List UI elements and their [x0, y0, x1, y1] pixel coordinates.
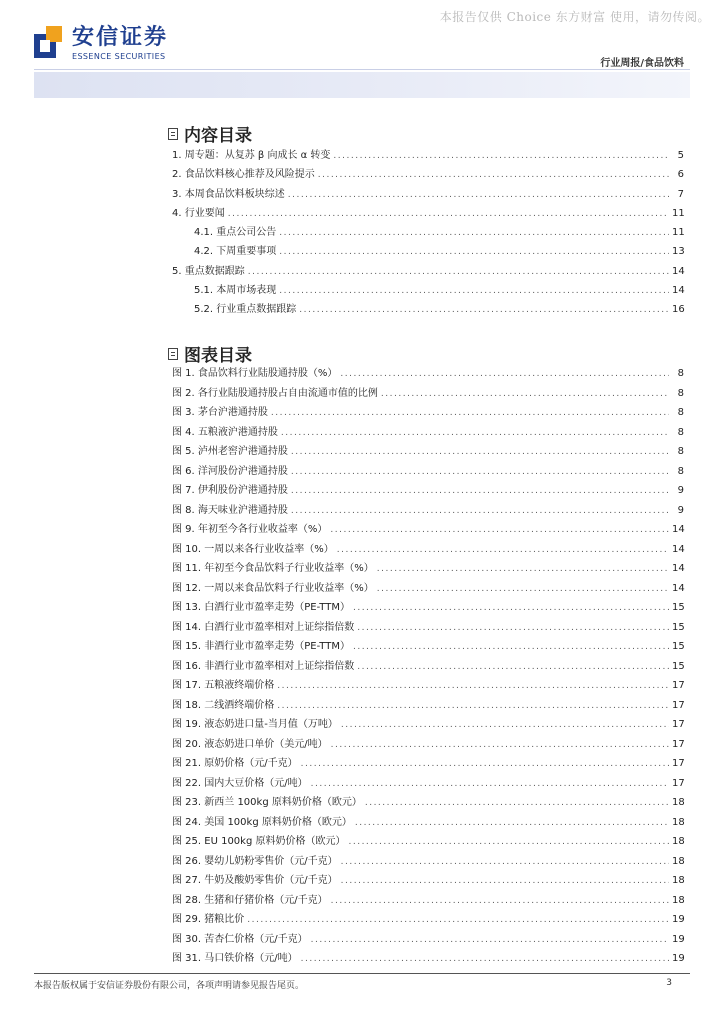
dot-leader — [301, 759, 669, 769]
contents-item-label: 2. 食品饮料核心推荐及风险提示 — [172, 169, 315, 181]
footer-divider — [34, 973, 690, 974]
figure-item-label: 图 2. 各行业陆股通持股占自由流通市值的比例 — [172, 387, 378, 399]
figure-item-page: 14 — [672, 563, 685, 574]
contents-item[interactable] — [172, 223, 684, 242]
figure-item-page: 19 — [672, 914, 685, 925]
figure-item[interactable] — [172, 540, 684, 560]
figure-item-label: 图 29. 猪粮比价 — [172, 914, 245, 925]
figure-item-page: 19 — [672, 933, 685, 945]
contents-item[interactable] — [172, 165, 684, 184]
figure-item-page: 17 — [672, 777, 685, 789]
figure-item-label: 图 5. 泸州老窖沪港通持股 — [172, 446, 288, 457]
figure-item[interactable] — [172, 501, 684, 521]
dot-leader — [291, 506, 669, 516]
dot-leader — [337, 545, 669, 555]
figure-item-page: 19 — [672, 953, 685, 964]
list-icon — [168, 348, 178, 360]
figure-item-label: 图 9. 年初至今各行业收益率（%） — [172, 524, 328, 535]
figure-item[interactable] — [172, 403, 684, 423]
dot-leader — [381, 389, 669, 399]
dot-leader — [281, 428, 669, 438]
contents-heading — [168, 121, 252, 146]
figure-item[interactable] — [172, 793, 684, 813]
figure-item-label: 图 14. 白酒行业市盈率相对上证综指倍数 — [172, 621, 355, 633]
figure-item[interactable] — [172, 910, 684, 930]
dot-leader — [299, 305, 669, 315]
dot-leader — [279, 286, 669, 296]
brand-logo — [34, 26, 168, 61]
figure-item-label: 图 23. 新西兰 100kg 原料奶价格（欧元） — [172, 797, 362, 808]
figure-item-page: 18 — [672, 816, 685, 828]
figure-item-label: 图 13. 白酒行业市盈率走势（PE-TTM） — [172, 602, 350, 613]
dot-leader — [228, 209, 669, 219]
figure-item-label: 图 6. 洋河股份沪港通持股 — [172, 465, 288, 477]
figure-item-label: 图 20. 液态奶进口单价（美元/吨） — [172, 738, 328, 750]
dot-leader — [333, 151, 669, 161]
figure-item-label: 图 26. 婴幼儿奶粉零售价（元/千克） — [172, 855, 338, 867]
figure-item-label: 图 22. 国内大豆价格（元/吨） — [172, 777, 308, 789]
contents-item-page: 14 — [672, 265, 685, 277]
brand-name-cn: 安信证券 — [72, 25, 169, 50]
dot-leader — [271, 408, 669, 418]
contents-item-page: 6 — [677, 169, 684, 181]
header-divider — [34, 69, 690, 70]
dot-leader — [348, 837, 669, 847]
figure-item-label: 图 19. 液态奶进口量-当月值（万吨） — [172, 719, 338, 730]
footer-notice: 本报告版权属于安信证券股份有限公司，各项声明请参见报告尾页。 — [34, 981, 305, 991]
dot-leader — [355, 818, 669, 828]
figure-item-page: 15 — [672, 602, 685, 613]
dot-leader — [341, 720, 669, 730]
figure-item-label: 图 21. 原奶价格（元/千克） — [172, 758, 298, 769]
header-band — [34, 72, 690, 98]
figure-item-page: 18 — [672, 894, 685, 906]
dot-leader — [331, 896, 669, 906]
dot-leader — [365, 798, 669, 808]
figure-item-label: 图 15. 非酒行业市盈率走势（PE-TTM） — [172, 641, 350, 652]
dot-leader — [377, 564, 669, 574]
report-type: 行业周报/食品饮料 — [600, 58, 684, 69]
figure-item[interactable] — [172, 579, 684, 599]
figure-item-page: 15 — [672, 660, 685, 672]
dot-leader — [311, 935, 669, 945]
figure-item-label: 图 16. 非酒行业市盈率相对上证综指倍数 — [172, 660, 355, 672]
figure-item[interactable] — [172, 676, 684, 696]
figure-item[interactable] — [172, 657, 684, 677]
figure-item[interactable] — [172, 852, 684, 872]
figure-item-page: 14 — [672, 524, 685, 535]
figure-item-label: 图 27. 牛奶及酸奶零售价（元/千克） — [172, 875, 338, 886]
figure-item-label: 图 3. 茅台沪港通持股 — [172, 407, 268, 418]
contents-item[interactable] — [172, 185, 684, 204]
figure-item-page: 8 — [677, 387, 684, 399]
contents-item-label: 3. 本周食品饮料板块综述 — [172, 188, 285, 200]
figure-item-label: 图 12. 一周以来食品饮料子行业收益率（%） — [172, 582, 374, 594]
figure-item[interactable] — [172, 871, 684, 891]
figure-item-page: 18 — [672, 875, 685, 886]
dot-leader — [279, 228, 669, 238]
contents-item-page: 7 — [677, 188, 684, 200]
figure-item-page: 8 — [677, 465, 684, 477]
figure-item[interactable] — [172, 462, 684, 482]
figure-item-page: 14 — [672, 582, 685, 594]
contents-item[interactable] — [172, 300, 684, 319]
figure-item[interactable] — [172, 559, 684, 579]
figure-item[interactable] — [172, 930, 684, 950]
dot-leader — [291, 486, 669, 496]
figure-item[interactable] — [172, 384, 684, 404]
figure-item[interactable] — [172, 813, 684, 833]
contents-item-label: 4.1. 重点公司公告 — [194, 227, 277, 239]
figure-item-label: 图 1. 食品饮料行业陆股通持股（%） — [172, 368, 338, 379]
dot-leader — [353, 642, 669, 652]
figure-item-page: 8 — [677, 407, 684, 418]
figure-item-label: 图 25. EU 100kg 原料奶价格（欧元） — [172, 836, 346, 847]
figure-item-label: 图 28. 生猪和仔猪价格（元/千克） — [172, 894, 328, 906]
figure-item[interactable] — [172, 364, 684, 384]
figure-item-page: 18 — [672, 836, 685, 847]
contents-list — [172, 146, 684, 320]
logo-icon — [34, 26, 64, 58]
figure-item[interactable] — [172, 598, 684, 618]
contents-item-page: 16 — [672, 304, 685, 316]
dot-leader — [357, 623, 669, 633]
figures-title: 图表目录 — [184, 346, 252, 366]
contents-item-label: 4. 行业要闻 — [172, 207, 225, 219]
figure-item-label: 图 31. 马口铁价格（元/吨） — [172, 953, 298, 964]
figure-item-label: 图 7. 伊利股份沪港通持股 — [172, 485, 288, 496]
dot-leader — [377, 584, 669, 594]
figure-item-page: 17 — [672, 758, 685, 769]
contents-item-page: 11 — [672, 207, 685, 219]
contents-title: 内容目录 — [184, 126, 252, 146]
contents-item[interactable] — [172, 146, 684, 165]
figure-item-label: 图 11. 年初至今食品饮料子行业收益率（%） — [172, 563, 374, 574]
figure-item-label: 图 24. 美国 100kg 原料奶价格（欧元） — [172, 816, 352, 828]
figure-item-page: 9 — [677, 485, 684, 496]
figure-item-label: 图 4. 五粮液沪港通持股 — [172, 426, 278, 438]
dot-leader — [311, 779, 669, 789]
figure-item-label: 图 30. 苦杏仁价格（元/千克） — [172, 933, 308, 945]
figure-item[interactable] — [172, 618, 684, 638]
figure-item-page: 17 — [672, 738, 685, 750]
contents-item-page: 11 — [672, 227, 685, 239]
contents-item-label: 5.2. 行业重点数据跟踪 — [194, 304, 297, 316]
brand-name-en: ESSENCE SECURITIES — [72, 52, 166, 61]
contents-item[interactable] — [172, 204, 684, 223]
figure-item-page: 17 — [672, 680, 685, 691]
dot-leader — [341, 857, 669, 867]
dot-leader — [279, 247, 669, 257]
figure-item[interactable] — [172, 891, 684, 911]
figure-item-page: 15 — [672, 641, 685, 652]
dot-leader — [291, 447, 669, 457]
contents-item-page: 13 — [672, 246, 685, 258]
figure-item[interactable] — [172, 637, 684, 657]
figure-item-label: 图 8. 海天味业沪港通持股 — [172, 504, 288, 516]
list-icon — [168, 128, 178, 140]
figure-item-page: 15 — [672, 621, 685, 633]
page-number: 3 — [666, 978, 672, 988]
figure-item-page: 8 — [677, 446, 684, 457]
dot-leader — [341, 876, 669, 886]
contents-item[interactable] — [172, 262, 684, 281]
figure-item-label: 图 17. 五粮液终端价格 — [172, 680, 275, 691]
dot-leader — [301, 954, 669, 964]
figure-item-page: 9 — [677, 504, 684, 516]
dot-leader — [288, 190, 669, 200]
dot-leader — [318, 170, 669, 180]
figure-item-page: 8 — [677, 368, 684, 379]
figure-item-page: 14 — [672, 543, 685, 555]
contents-item[interactable] — [172, 242, 684, 261]
figure-item[interactable] — [172, 696, 684, 716]
figure-item[interactable] — [172, 715, 684, 735]
figure-item-label: 图 18. 二线酒终端价格 — [172, 699, 275, 711]
watermark: 本报告仅供 Choice 东方财富 使用，请勿传阅。 — [439, 10, 710, 24]
dot-leader — [291, 467, 669, 477]
figures-heading — [168, 341, 252, 366]
contents-item-label: 4.2. 下周重要事项 — [194, 246, 277, 258]
contents-item-label: 5. 重点数据跟踪 — [172, 265, 245, 277]
figure-item-page: 17 — [672, 719, 685, 730]
figure-item[interactable] — [172, 735, 684, 755]
figure-item[interactable] — [172, 774, 684, 794]
figure-item-page: 17 — [672, 699, 685, 711]
dot-leader — [331, 740, 669, 750]
figure-item[interactable] — [172, 423, 684, 443]
figure-item[interactable] — [172, 481, 684, 501]
figures-list — [172, 364, 684, 969]
dot-leader — [277, 681, 669, 691]
dot-leader — [247, 915, 669, 925]
figure-item[interactable] — [172, 754, 684, 774]
dot-leader — [330, 525, 669, 535]
contents-item-label: 5.1. 本周市场表现 — [194, 285, 277, 297]
figure-item-page: 18 — [672, 855, 685, 867]
figure-item[interactable] — [172, 832, 684, 852]
contents-item-label: 1. 周专题：从复苏 β 向成长 α 转变 — [172, 150, 331, 161]
dot-leader — [353, 603, 669, 613]
dot-leader — [248, 267, 669, 277]
dot-leader — [277, 701, 669, 711]
dot-leader — [340, 369, 669, 379]
contents-item[interactable] — [172, 281, 684, 300]
contents-item-page: 5 — [677, 150, 684, 161]
figure-item-page: 18 — [672, 797, 685, 808]
figure-item[interactable] — [172, 442, 684, 462]
figure-item-page: 8 — [677, 426, 684, 438]
figure-item[interactable] — [172, 520, 684, 540]
figure-item-label: 图 10. 一周以来各行业收益率（%） — [172, 543, 334, 555]
figure-item[interactable] — [172, 949, 684, 969]
dot-leader — [357, 662, 669, 672]
contents-item-page: 14 — [672, 285, 685, 297]
